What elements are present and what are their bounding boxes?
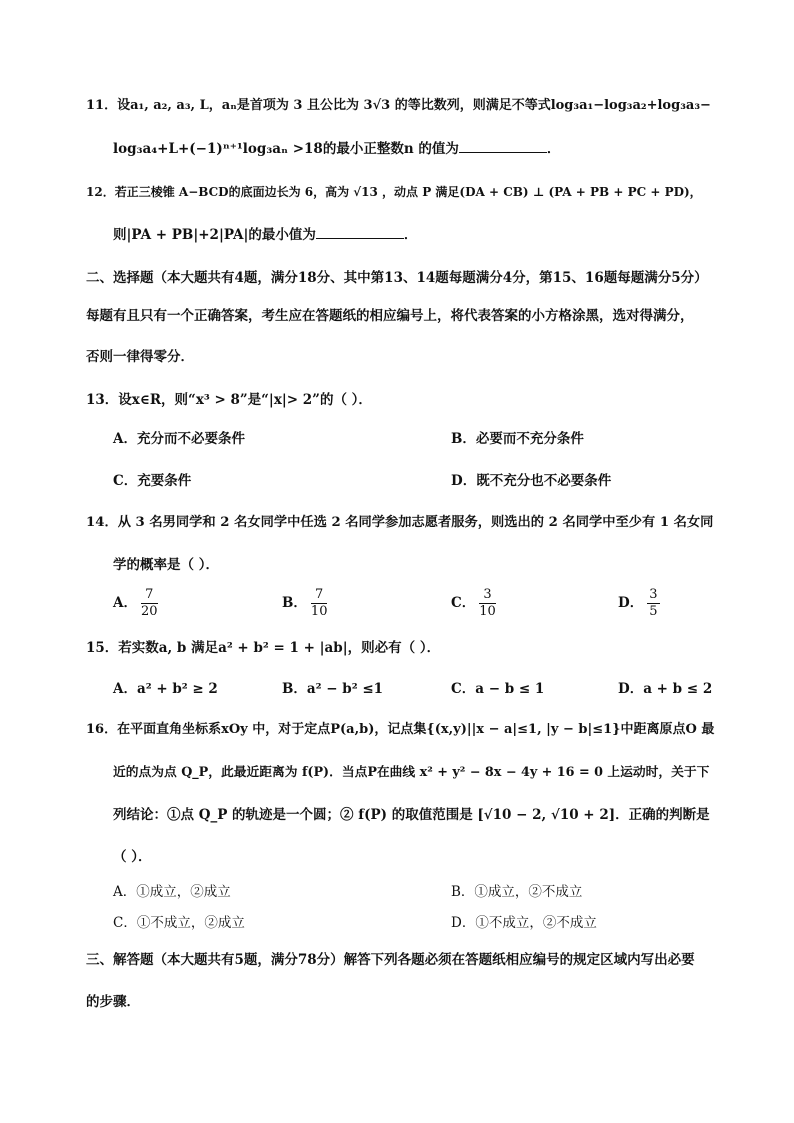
q14-option-a-den: 20: [140, 604, 158, 619]
q13-option-a: A．充分而不必要条件: [113, 431, 245, 447]
q14-option-a: [113, 587, 158, 620]
q14-option-b-fraction: [311, 587, 328, 620]
q14-option-c: [451, 587, 496, 620]
q16-line3: 列结论：①点 Q_P 的轨迹是一个圆；② f(P) 的取值范围是 [√10 − 2, √10 + 2]．正确的判断是: [113, 807, 710, 823]
q12-line2-end: ．: [403, 227, 418, 243]
q15-option-d: D．a + b ≤ 2: [618, 681, 713, 697]
q14-option-c-den: 10: [479, 604, 496, 619]
q16-line4: （ ）．: [113, 849, 152, 865]
q15-option-a: A．a² + b² ≥ 2: [113, 681, 218, 697]
section2-line3: 否则一律得零分．: [86, 349, 194, 365]
q14-option-d: [618, 587, 660, 620]
q12-line2: [113, 225, 714, 245]
q14-option-b-num: 7: [311, 587, 328, 604]
q14-option-d-fraction: [647, 587, 659, 620]
q11-line2-text: log₃a₄+L+(−1)ⁿ⁺¹log₃aₙ >18的最小正整数n 的值为: [113, 141, 459, 157]
q11-line1: 11．设a₁, a₂, a₃, L，aₙ是首项为 3 且公比为 3√3 的等比数列，则满足不等式log₃a₁−log₃a₂+log₃a₃−: [86, 98, 711, 113]
q12-line1: 12．若正三棱锥 A−BCD的底面边长为 6，高为 √13 ，动点 P 满足(DA + CB) ⊥ (PA + PB + PC + PD)，: [86, 185, 702, 199]
q14-option-c-num: 3: [479, 587, 496, 604]
q11-answer-blank: [459, 139, 547, 153]
q15-stem: 15．若实数a, b 满足a² + b² = 1 + |ab|，则必有（ ）．: [86, 640, 441, 656]
q16-option-d: D．①不成立，②不成立: [451, 915, 597, 931]
q14-option-d-label: D．: [618, 595, 644, 611]
q14-option-a-fraction: [141, 587, 158, 620]
q16-option-a: A．①成立，②成立: [113, 884, 231, 900]
q14-option-c-fraction: [479, 587, 496, 620]
section3-line2: 的步骤．: [86, 994, 140, 1010]
q13-option-b: B．必要而不充分条件: [451, 431, 584, 447]
q14-option-c-label: C．: [451, 595, 476, 611]
q14-option-b-label: B．: [282, 595, 307, 611]
q13-stem: 13．设x∈R，则“x³ > 8”是“|x|> 2”的（ ）．: [86, 392, 372, 408]
q14-option-a-label: A．: [113, 595, 137, 611]
q14-option-a-num: 7: [141, 587, 158, 604]
q16-line1: 16．在平面直角坐标系xOy 中，对于定点P(a,b)，记点集{(x,y)||x − a|≤1, |y − b|≤1}中距离原点O 最: [86, 722, 715, 737]
q13-option-d: D．既不充分也不必要条件: [451, 473, 612, 489]
q11-line2: [113, 139, 714, 159]
section3-header: 三、解答题（本大题共有5题，满分78分）解答下列各题必须在答题纸相应编号的规定区域内写出必要: [86, 952, 695, 968]
q11-line2-end: ．: [546, 141, 561, 157]
q12-line2-text: 则|PA + PB|+2|PA|的最小值为: [113, 227, 316, 243]
q14-option-b: [282, 587, 327, 620]
q15-option-b: B．a² − b² ≤1: [282, 681, 384, 697]
q16-option-b: B．①成立，②不成立: [451, 884, 583, 900]
q16-line2: 近的点为点 Q_P，此最近距离为 f(P)．当点P在曲线 x² + y² − 8x − 4y + 16 = 0 上运动时，关于下: [113, 765, 710, 780]
q14-option-b-den: 10: [310, 604, 328, 619]
q16-option-c: C．①不成立，②成立: [113, 915, 245, 931]
q14-option-d-num: 3: [649, 587, 658, 602]
section2-header: 二、选择题（本大题共有4题，满分18分、其中第13、14题每题满分4分，第15、16题每题满分5分）: [86, 270, 708, 286]
section2-line2: 每题有且只有一个正确答案，考生应在答题纸的相应编号上，将代表答案的小方格涂黑，选对得满分，: [86, 308, 694, 324]
q14-option-d-den: 5: [649, 604, 658, 619]
q12-answer-blank: [316, 225, 404, 239]
q14-line1: 14．从 3 名男同学和 2 名女同学中任选 2 名同学参加志愿者服务，则选出的 2 名同学中至少有 1 名女同: [86, 515, 714, 530]
q13-option-c: C．充要条件: [113, 473, 192, 489]
q15-option-c: C．a − b ≤ 1: [451, 681, 545, 697]
q14-line2: 学的概率是（ ）．: [113, 557, 219, 573]
